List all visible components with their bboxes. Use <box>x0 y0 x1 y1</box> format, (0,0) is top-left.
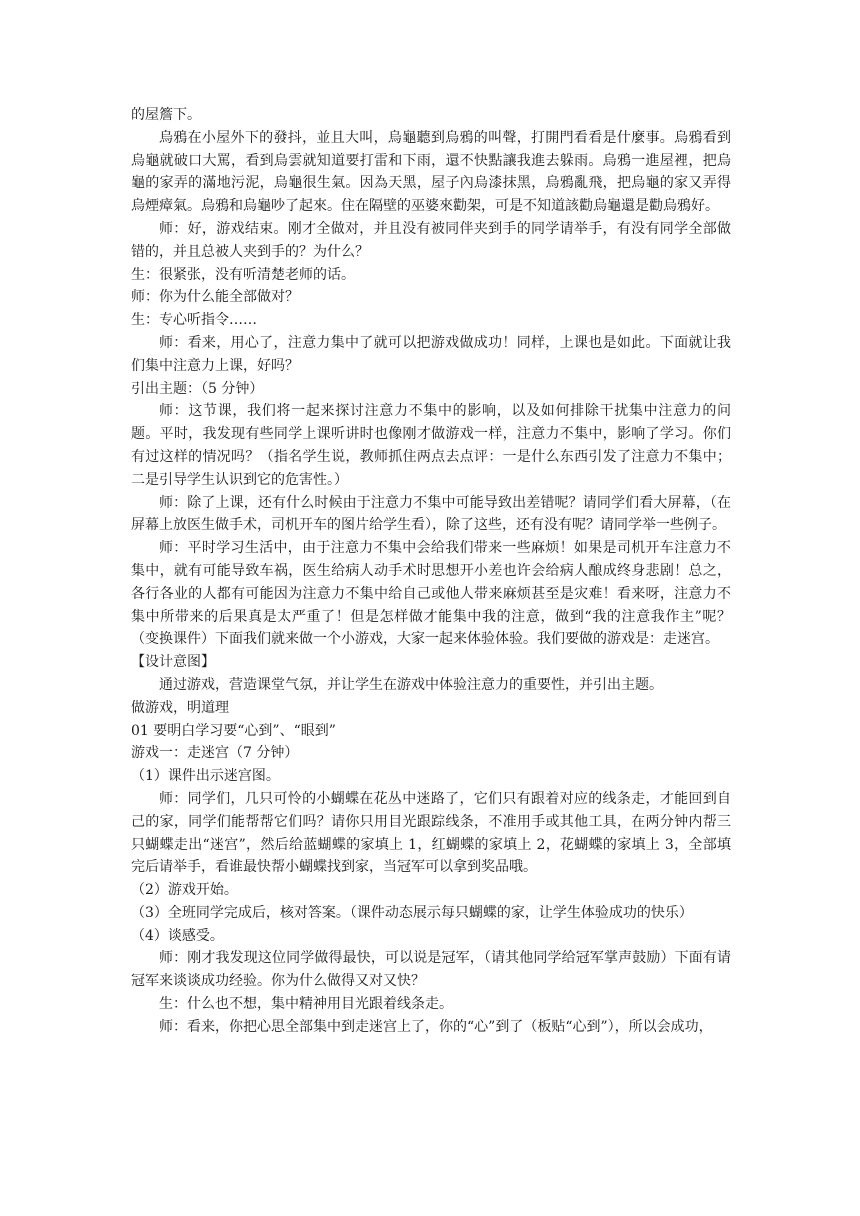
paragraph: 通过游戏，营造课堂气氛，并让学生在游戏中体验注意力的重要性，并引出主题。 <box>159 676 663 693</box>
list-item: （2）游戏开始。 <box>131 882 238 899</box>
paragraph: 师：同学们，几只可怜的小蝴蝶在花丛中迷路了，它们只有跟着对应的线条走，才能回到自 己的家，同学们能帮帮它们吗？请你只用目光跟踪线条，不准用手或其他工具，在两分钟内帮三只蝴蝶走出“迷宫”，然后给蓝蝴蝶的家填上 1，红蝴蝶的家填上 2，花蝴蝶的家填上 3，全部填完后请举手，看谁最快帮小蝴蝶找到家，当冠军可以拿到奖品哦。 <box>131 790 731 876</box>
paragraph: 师：好，游戏结束。刚才全做对，并且没有被同伴夹到手的同学请举手，有没有同学全部做错的，并且总被人夹到手的？为什么？ <box>131 220 731 260</box>
paragraph: 师：看来，你把心思全部集中到走迷宫上了，你的“心”到了（板贴“心到”），所以会成功， <box>159 1018 713 1035</box>
paragraph: 师：看来，用心了，注意力集中了就可以把游戏做成功！同样，上课也是如此。下面就让我们集中注意力上课，好吗？ <box>131 334 731 374</box>
paragraph: 生：什么也不想，集中精神用目光跟着线条走。 <box>159 996 453 1013</box>
paragraph: 师：你为什么能全部做对？ <box>131 289 299 306</box>
paragraph: 生：很紧张，没有听清楚老师的话。 <box>131 266 355 283</box>
paragraph: 生：专心听指令…… <box>131 312 257 329</box>
section-heading: 01 要明白学习要“心到”、“眼到” <box>131 722 336 739</box>
paragraph: 师：这节课，我们将一起来探讨注意力不集中的影响，以及如何排除干扰集中注意力的问题。平时，我发现有些同学上课听讲时也像刚才做游戏一样，注意力不集中，影响了学习。你们有过这样的情况吗？（指名学生说，教师抓住两点去点评：一是什么东西引发了注意力不集中；二是引导学生认识到它的危害性。） <box>131 403 731 488</box>
paragraph: 师：除了上课，还有什么时候由于注意力不集中可能导致出差错呢？请同学们看大屏幕，（在屏幕上放医生做手术，司机开车的图片给学生看），除了这些，还有没有呢？请同学举一些例子。 <box>131 494 731 534</box>
paragraph: 烏鴉在小屋外下的發抖，並且大叫，烏龜聽到烏鴉的叫聲，打開門看看是什麼事。烏鴉看到烏龜就破口大罵，看到烏雲就知道要打雷和下雨，還不快點讓我進去躲雨。烏鴉一進屋裡，把烏龜的家弄的滿地污泥，烏龜很生氣。因為天黑，屋子內烏漆抹黑，烏鴉亂飛，把烏龜的家又弄得烏煙瘴氣。烏鴉和烏龜吵了起來。住在隔壁的巫婆來勸架，可是不知道該勸烏龜還是勸烏鴉好。 <box>131 129 731 215</box>
paragraph: 师：刚才我发现这位同学做得最快，可以说是冠军，（请其他同学给冠军掌声鼓励）下面有请冠军来谈谈成功经验。你为什么做得又对又快？ <box>131 950 731 990</box>
list-item: （4）谈感受。 <box>131 927 224 944</box>
section-heading: 游戏一：走迷宫（7 分钟） <box>131 745 299 762</box>
section-heading: 【设计意图】 <box>131 654 215 671</box>
list-item: （3）全班同学完成后，核对答案。（课件动态展示每只蝴蝶的家，让学生体验成功的快乐） <box>131 904 693 921</box>
paragraph: 的屋簷下。 <box>131 107 201 123</box>
section-heading: 做游戏，明道理 <box>131 699 229 716</box>
paragraph: 师：平时学习生活中，由于注意力不集中会给我们带来一些麻烦！如果是司机开车注意力不集中，就有可能导致车祸，医生给病人动手术时思想开小差也许会给病人酿成终身悲剧！总之，各行各业的人都有可能因为注意力不集中给自己或他人带来麻烦甚至是灾难！看来呀，注意力不集中所带来的后果真是太严重了！但是怎样做才能集中我的注意，做到“我的注意我作主”呢？（变换课件）下面我们就来做一个小游戏，大家一起来体验体验。我们要做的游戏是：走迷宫。 <box>131 540 731 648</box>
paragraph: 引出主题：（5 分钟） <box>131 380 264 397</box>
list-item: （1）课件出示迷宫图。 <box>131 768 280 785</box>
document-page <box>131 104 731 1039</box>
